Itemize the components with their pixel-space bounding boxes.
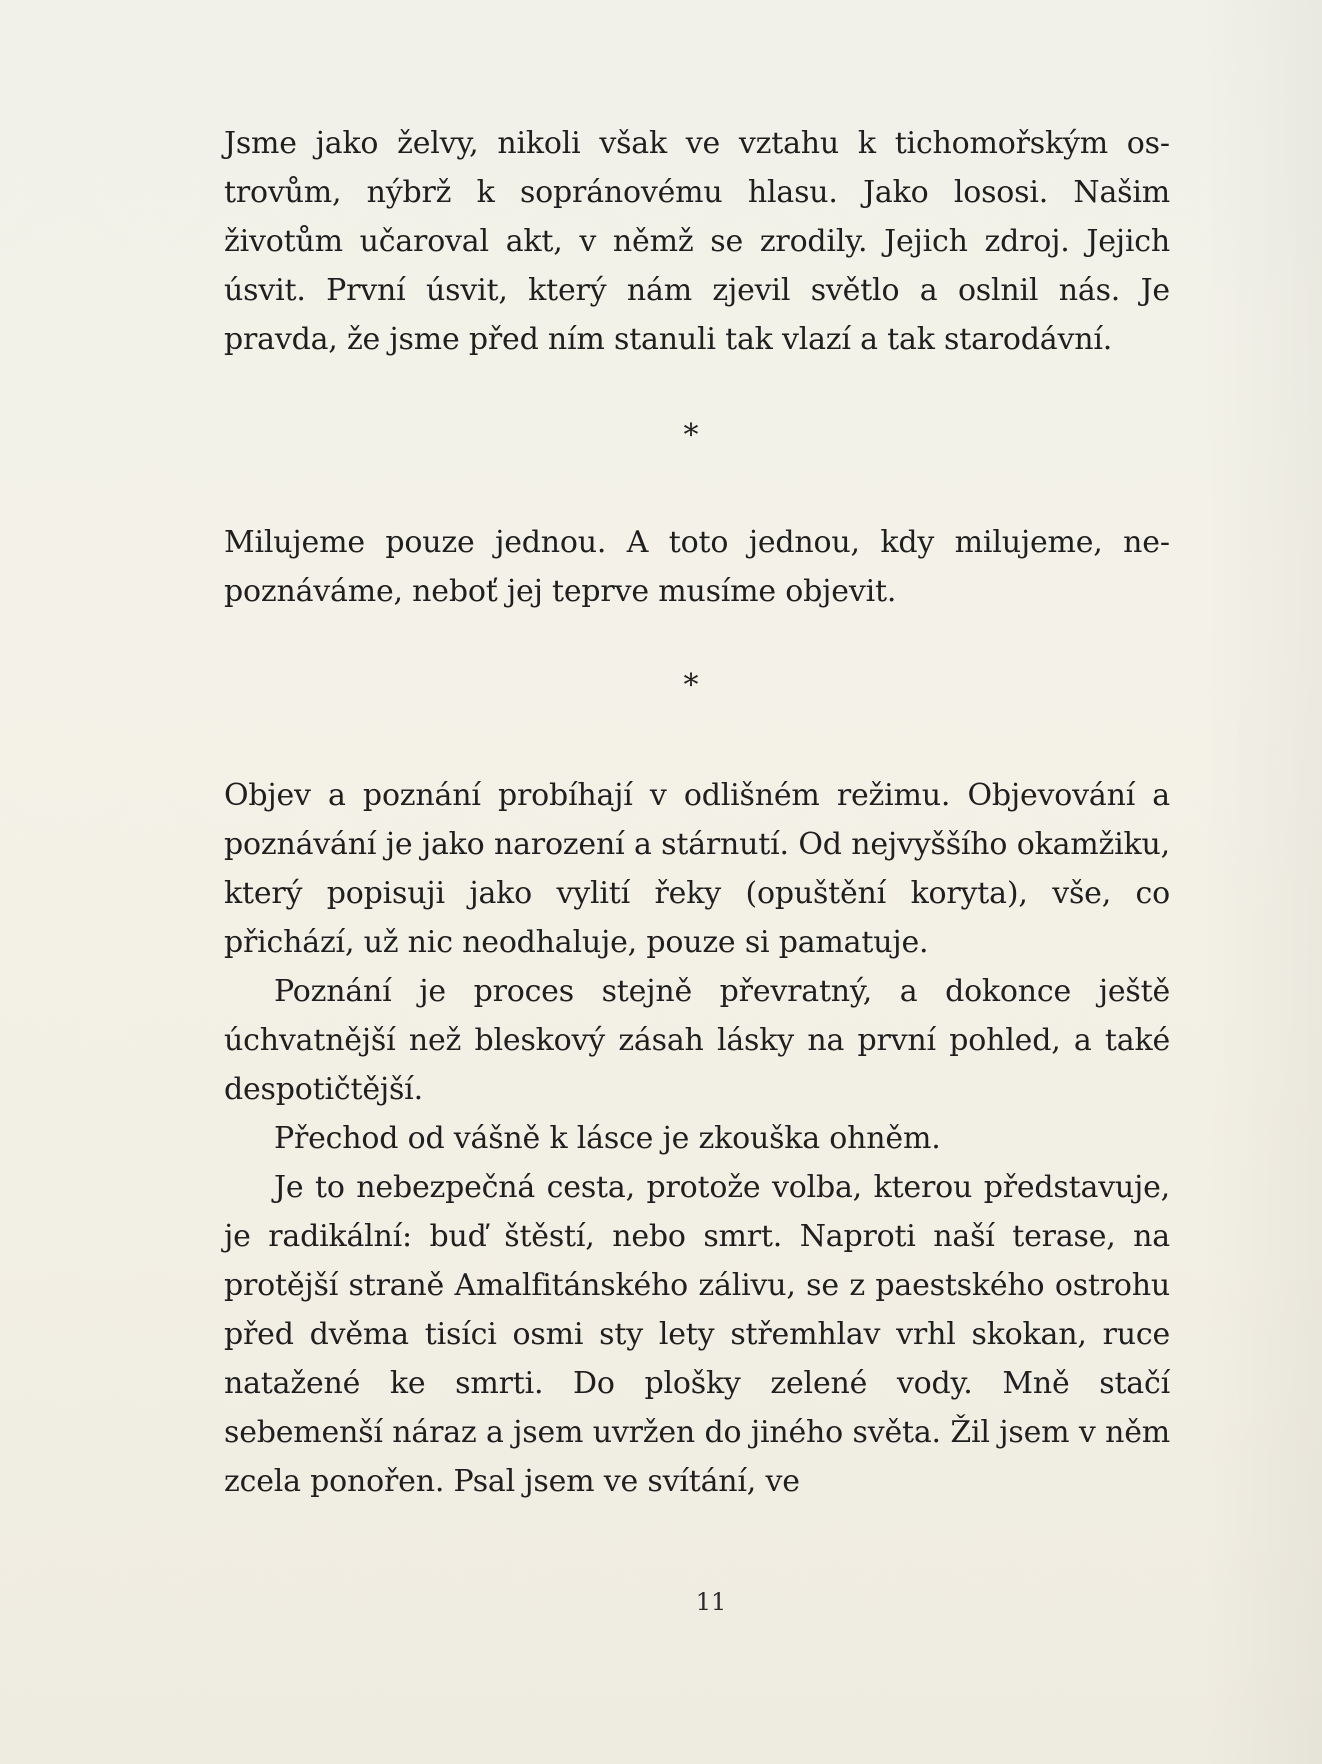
paragraph-turtles: Jsme jako želvy, nikoli však ve vztahu k tichomořským ostrovům, nýbrž k sopránovému hlasu. Jako lososi. Našim životům učaroval akt, v němž se zrodily. Jejich zdroj. Jejich úsvit. První úsvit, který nám zjevil světlo a oslnil nás. Je pravda, že jsme před ním stanuli tak vlazí a tak starodávní. bbox=[224, 126, 1170, 357]
text-block-1 bbox=[224, 119, 1170, 364]
section-separator-1: * bbox=[683, 418, 699, 453]
paragraph-passage: Přechod od vášně k lásce je zkouška ohněm. bbox=[274, 1121, 941, 1156]
paragraph-dangerous-path: Je to nebezpečná cesta, protože volba, kterou představuje, je radikální: buď štěstí, nebo smrt. Naproti naší terase, na protější straně Amalfitánského zálivu, se z paestského ostrohu před dvěma tisíci osmi sty lety střemhlav vrhl skokan, ruce natažené ke smrti. Do plošky zelené vody. Mně stačí sebemenší náraz a jsem uvržen do jiného světa. Žil jsem v něm zcela ponořen. Psal jsem ve svítání, ve bbox=[224, 1170, 1170, 1499]
page-number: 11 bbox=[695, 1588, 727, 1616]
text-block-2 bbox=[224, 518, 1170, 616]
paragraph-knowledge: Poznání je proces stejně převratný, a dokonce ještě úchvatnější než bleskový zásah lásky na první pohled, a také despotičtější. bbox=[224, 974, 1170, 1107]
text-block-3 bbox=[224, 771, 1170, 1506]
paragraph-love-once: Milujeme pouze jednou. A toto jednou, kdy milujeme, nepoznáváme, neboť jej teprve musíme objevit. bbox=[224, 525, 1170, 609]
section-separator-2: * bbox=[683, 668, 699, 703]
page-curvature-shadow bbox=[1202, 0, 1322, 1764]
paragraph-discovery: Objev a poznání probíhají v odlišném režimu. Objevování a poznávání je jako narození a stárnutí. Od nejvyššího okamžiku, který popisuji jako vylití řeky (opuštění koryta), vše, co přichází, už nic neodhaluje, pouze si pamatuje. bbox=[224, 778, 1170, 960]
